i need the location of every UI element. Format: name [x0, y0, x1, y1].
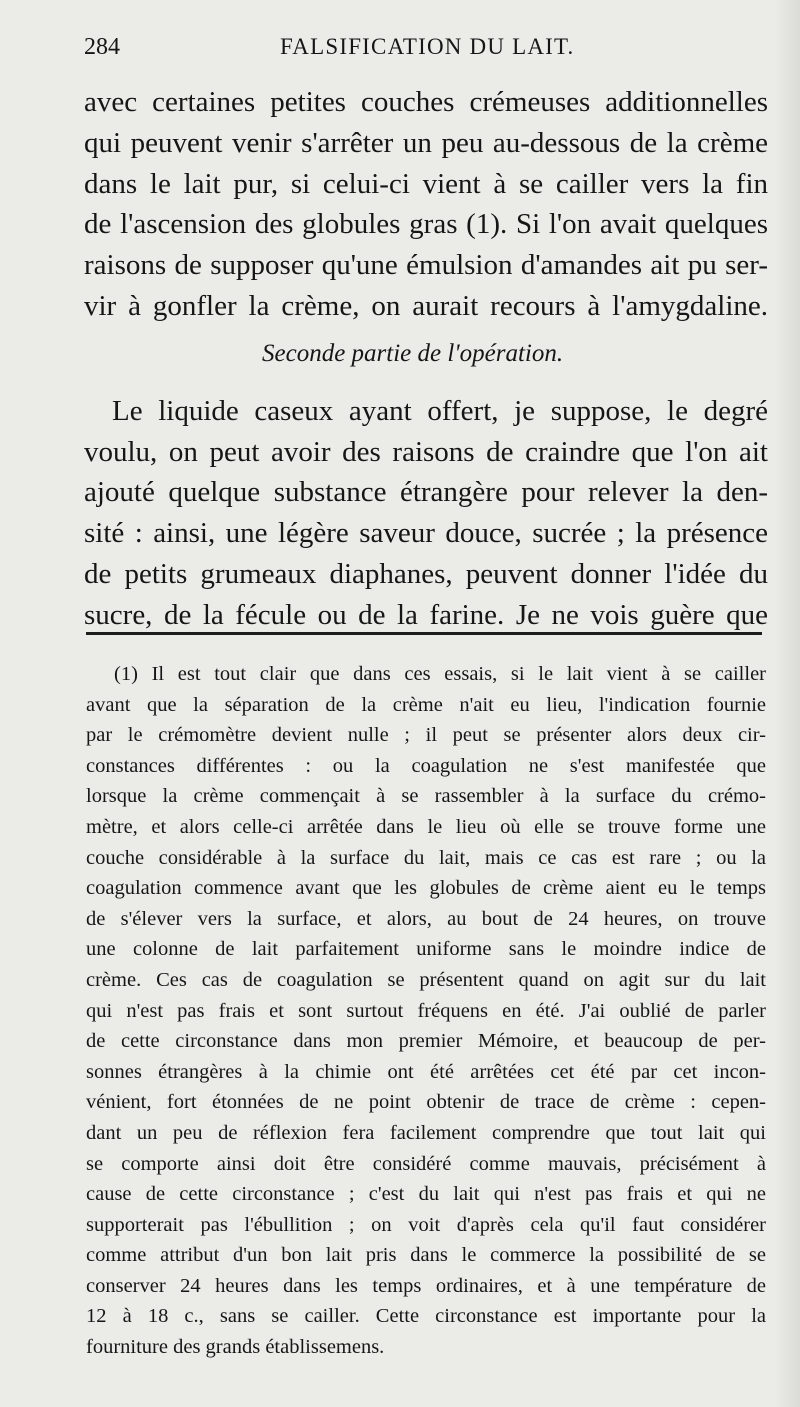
footnote-line: qui n'est pas frais et sont surtout fréquens en été. J'ai oublié de parler: [86, 999, 766, 1022]
footnote-line: cause de cette circonstance ; c'est du lait qui n'est pas frais et qui ne: [86, 1183, 766, 1206]
footnote-line: coagulation commence avant que les globules de crème aient eu le temps: [86, 877, 766, 900]
body-line: de petits grumeaux diaphanes, peuvent donner l'idée du: [84, 557, 768, 590]
page-header: [84, 34, 764, 70]
section-title: Seconde partie de l'opération.: [262, 339, 564, 367]
body-line: raisons de supposer qu'une émulsion d'amandes ait pu ser-: [84, 249, 768, 282]
body-line: dans le lait pur, si celui-ci vient à se cailler vers la fin: [84, 167, 768, 200]
footnote-line: conserver 24 heures dans les temps ordinaires, et à une température de: [86, 1274, 766, 1297]
footnote-line: par le crémomètre devient nulle ; il peut se présenter alors deux cir-: [86, 724, 766, 747]
page-edge-shadow: [774, 0, 800, 1407]
running-title: FALSIFICATION DU LAIT.: [280, 34, 575, 59]
body-line: voulu, on peut avoir des raisons de craindre que l'on ait: [84, 435, 768, 468]
body-line: sucre, de la fécule ou de la farine. Je ne vois guère que: [84, 598, 768, 631]
main-text: [84, 82, 768, 636]
footnote-line: vénient, fort étonnées de ne point obtenir de trace de crème : cepen-: [86, 1091, 766, 1114]
footnote-rule: [86, 632, 762, 635]
footnote-line: lorsque la crème commençait à se rassembler à la surface du crémo-: [86, 785, 766, 808]
footnote-line: (1) Il est tout clair que dans ces essais, si le lait vient à se cailler: [114, 663, 766, 685]
footnote-line: sonnes étrangères à la chimie ont été arrêtées cet été par cet incon-: [86, 1060, 766, 1083]
page-number: 284: [84, 34, 120, 60]
footnote-line: avant que la séparation de la crème n'ait eu lieu, l'indication fournie: [86, 693, 766, 716]
body-line: vir à gonfler la crème, on aurait recours à l'amygdaline.: [84, 289, 768, 322]
footnote-line: dant un peu de réflexion fera facilement comprendre que tout lait qui: [86, 1121, 766, 1144]
body-line: sité : ainsi, une légère saveur douce, sucrée ; la présence: [84, 517, 768, 550]
footnote-line: crème. Ces cas de coagulation se présentent quand on agit sur du lait: [86, 968, 766, 991]
footnote-line: constances différentes : ou la coagulation ne s'est manifestée que: [86, 754, 766, 777]
footnote-line: de s'élever vers la surface, et alors, au bout de 24 heures, on trouve: [86, 907, 766, 930]
footnote-line: couche considérable à la surface du lait, mais ce cas est rare ; ou la: [86, 846, 766, 869]
footnote-line: comme attribut d'un bon lait pris dans le commerce la possibilité de se: [86, 1244, 766, 1267]
footnote-line: supporterait pas l'ébullition ; on voit d'après cela qu'il faut considérer: [86, 1213, 766, 1236]
footnote-line: fourniture des grands établissemens.: [86, 1336, 385, 1359]
footnote-line: mètre, et alors celle-ci arrêtée dans le lieu où elle se trouve forme une: [86, 815, 766, 838]
body-line: Le liquide caseux ayant offert, je suppose, le degré: [112, 394, 768, 427]
footnote-line: se comporte ainsi doit être considéré comme mauvais, précisément à: [86, 1152, 766, 1175]
body-line: ajouté quelque substance étrangère pour relever la den-: [84, 476, 768, 509]
body-line: de l'ascension des globules gras (1). Si l'on avait quelques: [84, 208, 768, 241]
footnote-line: de cette circonstance dans mon premier Mémoire, et beaucoup de per-: [86, 1030, 766, 1053]
body-line: avec certaines petites couches crémeuses additionnelles: [84, 86, 768, 118]
footnote-line: une colonne de lait parfaitement uniforme sans le moindre indice de: [86, 938, 766, 961]
body-line: qui peuvent venir s'arrêter un peu au-dessous de la crème: [84, 126, 768, 159]
footnote: [86, 659, 766, 1363]
footnote-line: 12 à 18 c., sans se cailler. Cette circonstance est importante pour la: [86, 1305, 766, 1328]
